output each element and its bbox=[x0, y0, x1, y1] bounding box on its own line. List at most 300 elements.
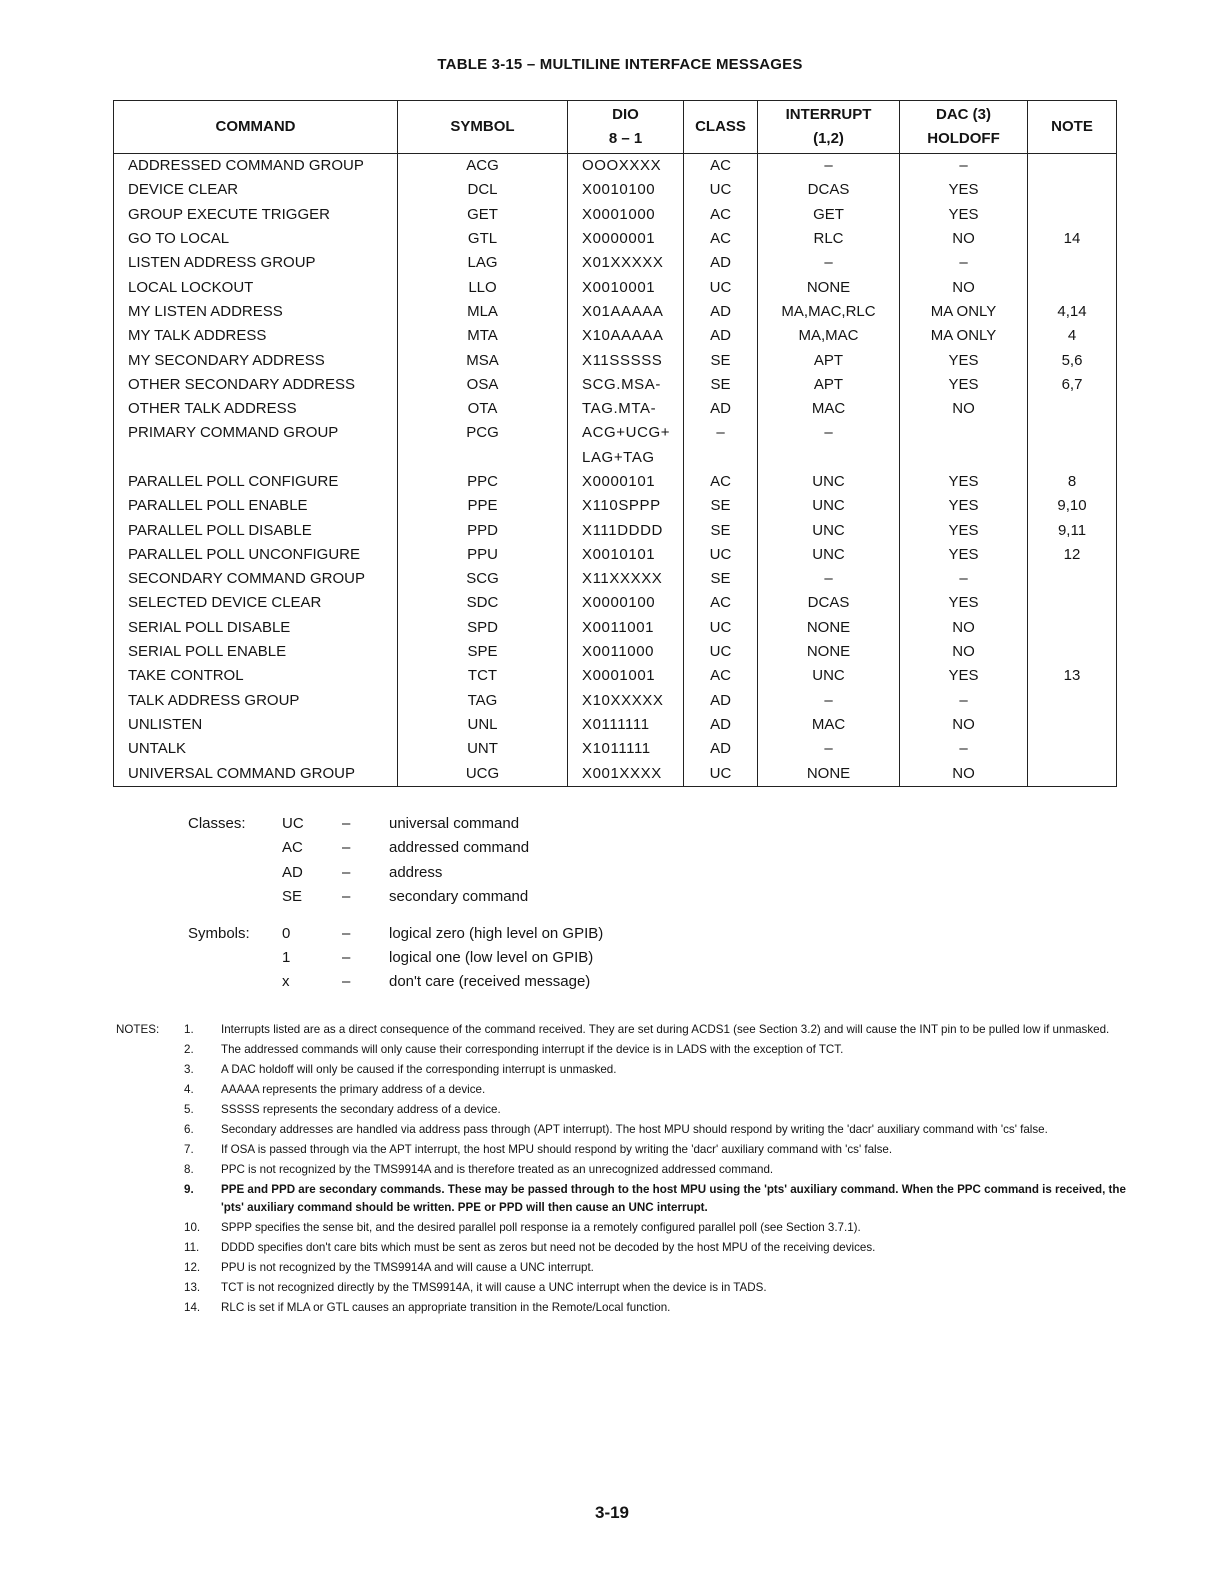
cell-symbol: GET bbox=[398, 203, 568, 227]
cell-class: AC bbox=[684, 203, 758, 227]
cell-interrupt: NONE bbox=[758, 761, 900, 786]
legend-code: AD bbox=[282, 863, 303, 881]
table-row bbox=[114, 640, 1117, 664]
cell-symbol: MLA bbox=[398, 300, 568, 324]
cell-command: LOCAL LOCKOUT bbox=[114, 275, 398, 299]
cell-dio: X1011111 bbox=[568, 737, 684, 761]
cell-dio: X0010101 bbox=[568, 543, 684, 567]
cell-note: 4 bbox=[1028, 324, 1117, 348]
cell-dac: MA ONLY bbox=[900, 300, 1028, 324]
cell-symbol bbox=[398, 446, 568, 470]
legend-symbols bbox=[188, 922, 603, 995]
cell-note bbox=[1028, 203, 1117, 227]
legend-row bbox=[188, 946, 603, 970]
cell-dac: NO bbox=[900, 713, 1028, 737]
cell-dac: MA ONLY bbox=[900, 324, 1028, 348]
table-body bbox=[114, 154, 1117, 787]
legend-label bbox=[188, 885, 282, 909]
note-text: PPE and PPD are secondary commands. These may be passed through to the host MPU using the 'pts' auxiliary command. When the PPC command is received, the 'pts' auxiliary command should be written. PPE or PPD will then cause an UNC interrupt. bbox=[221, 1183, 1126, 1214]
header-dac-line2: HOLDOFF bbox=[927, 130, 1000, 147]
cell-note bbox=[1028, 640, 1117, 664]
cell-interrupt: – bbox=[758, 154, 900, 179]
note-text: PPC is not recognized by the TMS9914A and is therefore treated as an unrecognized addressed command. bbox=[221, 1163, 774, 1176]
table-row bbox=[114, 470, 1117, 494]
cell-class: AD bbox=[684, 713, 758, 737]
cell-note bbox=[1028, 567, 1117, 591]
note-text: Interrupts listed are as a direct consequence of the command received. They are set during ACDS1 (see Section 3.2) and will cause the INT pin to be pulled low if unmasked. bbox=[221, 1023, 1110, 1036]
note-number: 10. bbox=[184, 1221, 201, 1234]
cell-dio: OOOXXXX bbox=[568, 154, 684, 179]
cell-dac: YES bbox=[900, 591, 1028, 615]
cell-command: PARALLEL POLL CONFIGURE bbox=[114, 470, 398, 494]
legend-dash: – bbox=[342, 815, 351, 832]
note-item bbox=[184, 1141, 1126, 1159]
cell-interrupt: MAC bbox=[758, 713, 900, 737]
table-row bbox=[114, 421, 1117, 445]
cell-class bbox=[684, 446, 758, 470]
note-number: 4. bbox=[184, 1083, 194, 1096]
header-class: CLASS bbox=[684, 101, 758, 154]
legend-description: address bbox=[389, 863, 443, 881]
cell-command: GO TO LOCAL bbox=[114, 227, 398, 251]
cell-command: SERIAL POLL ENABLE bbox=[114, 640, 398, 664]
table-row bbox=[114, 300, 1117, 324]
note-text: TCT is not recognized directly by the TMS9914A, it will cause a UNC interrupt when the device is in TADS. bbox=[221, 1281, 767, 1294]
table-row bbox=[114, 397, 1117, 421]
cell-dac: YES bbox=[900, 348, 1028, 372]
cell-dio: X0000001 bbox=[568, 227, 684, 251]
cell-dio: X0011001 bbox=[568, 616, 684, 640]
cell-note: 9,11 bbox=[1028, 518, 1117, 542]
legend-dash: – bbox=[342, 948, 351, 966]
cell-note bbox=[1028, 251, 1117, 275]
header-dio-line1: DIO bbox=[612, 106, 639, 123]
cell-dac: YES bbox=[900, 373, 1028, 397]
cell-interrupt: GET bbox=[758, 203, 900, 227]
cell-dio: ACG+UCG+ bbox=[568, 421, 684, 445]
cell-note bbox=[1028, 397, 1117, 421]
cell-interrupt: – bbox=[758, 421, 900, 445]
cell-symbol: OTA bbox=[398, 397, 568, 421]
cell-command: PARALLEL POLL UNCONFIGURE bbox=[114, 543, 398, 567]
cell-interrupt: NONE bbox=[758, 640, 900, 664]
cell-note bbox=[1028, 178, 1117, 202]
note-item bbox=[184, 1279, 1126, 1297]
cell-interrupt: MA,MAC bbox=[758, 324, 900, 348]
cell-note bbox=[1028, 689, 1117, 713]
cell-class: SE bbox=[684, 348, 758, 372]
cell-interrupt bbox=[758, 446, 900, 470]
cell-symbol: PCG bbox=[398, 421, 568, 445]
cell-dac: YES bbox=[900, 543, 1028, 567]
table-row bbox=[114, 227, 1117, 251]
legend-description: addressed command bbox=[389, 839, 530, 857]
table-row bbox=[114, 713, 1117, 737]
table-row bbox=[114, 275, 1117, 299]
cell-interrupt: – bbox=[758, 689, 900, 713]
cell-class: SE bbox=[684, 567, 758, 591]
cell-symbol: DCL bbox=[398, 178, 568, 202]
legend-dash: – bbox=[342, 888, 351, 906]
cell-class: UC bbox=[684, 761, 758, 786]
page-number: 3-19 bbox=[594, 1503, 630, 1522]
legend-label: Classes: bbox=[188, 815, 246, 832]
cell-note: 12 bbox=[1028, 543, 1117, 567]
cell-dio: X0111111 bbox=[568, 713, 684, 737]
cell-note bbox=[1028, 275, 1117, 299]
cell-class: – bbox=[684, 421, 758, 445]
cell-interrupt: UNC bbox=[758, 543, 900, 567]
note-text: RLC is set if MLA or GTL causes an appropriate transition in the Remote/Local function. bbox=[221, 1301, 671, 1314]
note-number: 8. bbox=[184, 1163, 194, 1176]
cell-command: UNIVERSAL COMMAND GROUP bbox=[114, 761, 398, 786]
cell-dio: X11XXXXX bbox=[568, 567, 684, 591]
note-item bbox=[184, 1239, 1126, 1257]
cell-dac: – bbox=[900, 567, 1028, 591]
cell-dac: YES bbox=[900, 203, 1028, 227]
legend-classes bbox=[188, 812, 603, 910]
note-number: 9. bbox=[184, 1183, 194, 1196]
legend-description: don't care (received message) bbox=[389, 973, 591, 991]
cell-command: PARALLEL POLL DISABLE bbox=[114, 518, 398, 542]
header-note: NOTE bbox=[1028, 101, 1117, 154]
header-interrupt bbox=[758, 101, 900, 154]
table-row bbox=[114, 178, 1117, 202]
note-text: If OSA is passed through via the APT interrupt, the host MPU should respond by writing the 'dacr' auxiliary command with 'cs' false. bbox=[221, 1143, 893, 1156]
table-row bbox=[114, 324, 1117, 348]
table-row bbox=[114, 737, 1117, 761]
cell-dio: TAG.MTA- bbox=[568, 397, 684, 421]
cell-class: UC bbox=[684, 640, 758, 664]
note-item bbox=[184, 1161, 1126, 1179]
cell-symbol: SDC bbox=[398, 591, 568, 615]
cell-interrupt: UNC bbox=[758, 470, 900, 494]
cell-dio: X0010001 bbox=[568, 275, 684, 299]
cell-note: 13 bbox=[1028, 664, 1117, 688]
legend-row bbox=[188, 836, 603, 860]
note-item bbox=[184, 1299, 1126, 1317]
note-item bbox=[184, 1121, 1126, 1139]
cell-class: AC bbox=[684, 154, 758, 179]
cell-dio: X01XXXXX bbox=[568, 251, 684, 275]
table-row bbox=[114, 348, 1117, 372]
cell-note bbox=[1028, 616, 1117, 640]
legend-row bbox=[188, 922, 603, 946]
cell-class: AC bbox=[684, 470, 758, 494]
cell-note: 4,14 bbox=[1028, 300, 1117, 324]
legend-row bbox=[188, 812, 603, 836]
table-row bbox=[114, 251, 1117, 275]
cell-class: UC bbox=[684, 616, 758, 640]
cell-symbol: ACG bbox=[398, 154, 568, 179]
header-symbol: SYMBOL bbox=[398, 101, 568, 154]
cell-note bbox=[1028, 421, 1117, 445]
cell-dac: YES bbox=[900, 494, 1028, 518]
table-row bbox=[114, 616, 1117, 640]
cell-dac: YES bbox=[900, 470, 1028, 494]
table-row bbox=[114, 446, 1117, 470]
note-number: 13. bbox=[184, 1281, 201, 1294]
note-item bbox=[184, 1101, 1126, 1119]
cell-note bbox=[1028, 761, 1117, 786]
cell-command: SERIAL POLL DISABLE bbox=[114, 616, 398, 640]
cell-dio: X11SSSSS bbox=[568, 348, 684, 372]
cell-note bbox=[1028, 154, 1117, 179]
table-row bbox=[114, 494, 1117, 518]
note-number: 1. bbox=[184, 1023, 194, 1036]
cell-symbol: SPD bbox=[398, 616, 568, 640]
cell-symbol: PPE bbox=[398, 494, 568, 518]
cell-note: 9,10 bbox=[1028, 494, 1117, 518]
cell-class: AD bbox=[684, 737, 758, 761]
note-number: 3. bbox=[184, 1063, 194, 1076]
cell-command: OTHER SECONDARY ADDRESS bbox=[114, 373, 398, 397]
cell-interrupt: DCAS bbox=[758, 591, 900, 615]
cell-command: DEVICE CLEAR bbox=[114, 178, 398, 202]
note-text: AAAAA represents the primary address of a device. bbox=[221, 1083, 486, 1096]
cell-dac bbox=[900, 421, 1028, 445]
cell-dio: X111DDDD bbox=[568, 518, 684, 542]
cell-class: SE bbox=[684, 494, 758, 518]
legend-description: logical zero (high level on GPIB) bbox=[389, 924, 604, 942]
cell-command: UNLISTEN bbox=[114, 713, 398, 737]
legend-code: UC bbox=[282, 815, 304, 832]
cell-class: AD bbox=[684, 324, 758, 348]
legend-row bbox=[188, 885, 603, 909]
cell-note bbox=[1028, 591, 1117, 615]
cell-dac: – bbox=[900, 689, 1028, 713]
cell-note: 6,7 bbox=[1028, 373, 1117, 397]
cell-dio: X0010100 bbox=[568, 178, 684, 202]
cell-symbol: UCG bbox=[398, 761, 568, 786]
cell-dac: YES bbox=[900, 518, 1028, 542]
cell-interrupt: MAC bbox=[758, 397, 900, 421]
note-text: SSSSS represents the secondary address of a device. bbox=[221, 1103, 501, 1116]
header-dac bbox=[900, 101, 1028, 154]
cell-command: UNTALK bbox=[114, 737, 398, 761]
cell-symbol: TAG bbox=[398, 689, 568, 713]
cell-dac bbox=[900, 446, 1028, 470]
cell-dio: X0000100 bbox=[568, 591, 684, 615]
legend-code: 0 bbox=[282, 924, 291, 942]
cell-symbol: LAG bbox=[398, 251, 568, 275]
note-item bbox=[184, 1021, 1126, 1039]
cell-command bbox=[114, 446, 398, 470]
legend-row bbox=[188, 970, 603, 994]
cell-dio: X0001001 bbox=[568, 664, 684, 688]
table-row bbox=[114, 373, 1117, 397]
cell-dac: NO bbox=[900, 616, 1028, 640]
header-command: COMMAND bbox=[114, 101, 398, 154]
cell-symbol: OSA bbox=[398, 373, 568, 397]
cell-command: OTHER TALK ADDRESS bbox=[114, 397, 398, 421]
cell-interrupt: DCAS bbox=[758, 178, 900, 202]
cell-dio: X10XXXXX bbox=[568, 689, 684, 713]
note-text: DDDD specifies don't care bits which must be sent as zeros but need not be decoded by the host MPU of the receiving devices. bbox=[221, 1241, 876, 1254]
header-dac-line1: DAC (3) bbox=[936, 106, 991, 123]
cell-note: 5,6 bbox=[1028, 348, 1117, 372]
cell-dac: YES bbox=[900, 178, 1028, 202]
cell-class: UC bbox=[684, 178, 758, 202]
notes-list bbox=[116, 1021, 1126, 1317]
cell-dio: X0001000 bbox=[568, 203, 684, 227]
cell-interrupt: UNC bbox=[758, 494, 900, 518]
cell-command: GROUP EXECUTE TRIGGER bbox=[114, 203, 398, 227]
header-interrupt-line2: (1,2) bbox=[813, 130, 844, 147]
cell-symbol: UNL bbox=[398, 713, 568, 737]
cell-command: SELECTED DEVICE CLEAR bbox=[114, 591, 398, 615]
legend-label bbox=[188, 970, 282, 994]
legend-dash: – bbox=[342, 839, 351, 857]
header-interrupt-line1: INTERRUPT bbox=[785, 106, 872, 123]
cell-symbol: PPC bbox=[398, 470, 568, 494]
cell-dac: – bbox=[900, 154, 1028, 179]
cell-note bbox=[1028, 737, 1117, 761]
cell-command: LISTEN ADDRESS GROUP bbox=[114, 251, 398, 275]
cell-note bbox=[1028, 446, 1117, 470]
table-row bbox=[114, 203, 1117, 227]
cell-interrupt: RLC bbox=[758, 227, 900, 251]
legend-label bbox=[188, 861, 282, 885]
note-number: 6. bbox=[184, 1123, 194, 1136]
cell-class: AC bbox=[684, 227, 758, 251]
cell-note: 8 bbox=[1028, 470, 1117, 494]
note-item bbox=[184, 1181, 1126, 1217]
cell-class: SE bbox=[684, 373, 758, 397]
cell-interrupt: NONE bbox=[758, 616, 900, 640]
cell-symbol: UNT bbox=[398, 737, 568, 761]
note-text: PPU is not recognized by the TMS9914A and will cause a UNC interrupt. bbox=[221, 1261, 594, 1274]
cell-interrupt: – bbox=[758, 251, 900, 275]
cell-symbol: PPU bbox=[398, 543, 568, 567]
notes-section bbox=[116, 1021, 1126, 1317]
cell-symbol: GTL bbox=[398, 227, 568, 251]
cell-command: SECONDARY COMMAND GROUP bbox=[114, 567, 398, 591]
note-text: The addressed commands will only cause their corresponding interrupt if the device is in LADS with the exception of TCT. bbox=[221, 1043, 844, 1056]
table-row bbox=[114, 543, 1117, 567]
cell-interrupt: APT bbox=[758, 348, 900, 372]
cell-symbol: SPE bbox=[398, 640, 568, 664]
table-row bbox=[114, 689, 1117, 713]
legend-dash: – bbox=[342, 924, 351, 942]
note-item bbox=[184, 1061, 1126, 1079]
note-number: 7. bbox=[184, 1143, 194, 1156]
cell-symbol: MTA bbox=[398, 324, 568, 348]
multiline-messages-table bbox=[113, 100, 1117, 787]
cell-command: PRIMARY COMMAND GROUP bbox=[114, 421, 398, 445]
note-item bbox=[184, 1259, 1126, 1277]
cell-dac: NO bbox=[900, 761, 1028, 786]
note-number: 2. bbox=[184, 1043, 194, 1056]
cell-symbol: SCG bbox=[398, 567, 568, 591]
cell-symbol: PPD bbox=[398, 518, 568, 542]
cell-dio: X110SPPP bbox=[568, 494, 684, 518]
legend-code: x bbox=[282, 973, 290, 991]
table-row bbox=[114, 518, 1117, 542]
cell-symbol: LLO bbox=[398, 275, 568, 299]
legend-label bbox=[188, 836, 282, 860]
cell-dac: YES bbox=[900, 664, 1028, 688]
cell-dac: NO bbox=[900, 640, 1028, 664]
note-text: A DAC holdoff will only be caused if the corresponding interrupt is unmasked. bbox=[221, 1063, 617, 1076]
cell-command: TAKE CONTROL bbox=[114, 664, 398, 688]
cell-class: AC bbox=[684, 591, 758, 615]
legend-code: AC bbox=[282, 839, 303, 857]
legend-description: secondary command bbox=[389, 888, 529, 906]
header-dio-line2: 8 – 1 bbox=[608, 130, 643, 147]
note-text: Secondary addresses are handled via address pass through (APT interrupt). The host MPU should respond by writing the 'dacr' auxiliary command with 'cs' false. bbox=[221, 1123, 1048, 1136]
table-title: TABLE 3-15 – MULTILINE INTERFACE MESSAGES bbox=[437, 56, 803, 73]
cell-dio: LAG+TAG bbox=[568, 446, 684, 470]
note-number: 11. bbox=[184, 1241, 200, 1254]
note-number: 12. bbox=[184, 1261, 201, 1274]
cell-dac: NO bbox=[900, 275, 1028, 299]
table-row bbox=[114, 591, 1117, 615]
legend-description: logical one (low level on GPIB) bbox=[389, 948, 594, 966]
table-row bbox=[114, 664, 1117, 688]
legend-label: Symbols: bbox=[188, 924, 250, 942]
cell-class: UC bbox=[684, 543, 758, 567]
cell-dio: X0011000 bbox=[568, 640, 684, 664]
cell-class: AD bbox=[684, 397, 758, 421]
cell-interrupt: MA,MAC,RLC bbox=[758, 300, 900, 324]
cell-command: PARALLEL POLL ENABLE bbox=[114, 494, 398, 518]
legend bbox=[188, 812, 603, 995]
cell-interrupt: UNC bbox=[758, 518, 900, 542]
cell-interrupt: – bbox=[758, 567, 900, 591]
cell-dac: – bbox=[900, 251, 1028, 275]
cell-class: AD bbox=[684, 300, 758, 324]
table-row bbox=[114, 567, 1117, 591]
cell-command: ADDRESSED COMMAND GROUP bbox=[114, 154, 398, 179]
legend-dash: – bbox=[342, 863, 351, 881]
header-dio bbox=[568, 101, 684, 154]
table-header-row bbox=[114, 101, 1117, 154]
cell-interrupt: – bbox=[758, 737, 900, 761]
note-number: 5. bbox=[184, 1103, 194, 1116]
note-item bbox=[184, 1041, 1126, 1059]
cell-class: UC bbox=[684, 275, 758, 299]
cell-class: SE bbox=[684, 518, 758, 542]
cell-note bbox=[1028, 713, 1117, 737]
cell-command: MY LISTEN ADDRESS bbox=[114, 300, 398, 324]
legend-label bbox=[188, 946, 282, 970]
cell-dio: X0000101 bbox=[568, 470, 684, 494]
legend-code: 1 bbox=[282, 948, 291, 966]
cell-dio: X10AAAAA bbox=[568, 324, 684, 348]
legend-row bbox=[188, 861, 603, 885]
cell-command: TALK ADDRESS GROUP bbox=[114, 689, 398, 713]
cell-dio: X001XXXX bbox=[568, 761, 684, 786]
legend-code: SE bbox=[282, 888, 303, 906]
cell-interrupt: UNC bbox=[758, 664, 900, 688]
table-row bbox=[114, 154, 1117, 179]
note-text: SPPP specifies the sense bit, and the desired parallel poll response ia a remotely configured parallel poll (see Section 3.7.1). bbox=[221, 1221, 861, 1234]
cell-dac: – bbox=[900, 737, 1028, 761]
cell-dac: NO bbox=[900, 397, 1028, 421]
cell-class: AC bbox=[684, 664, 758, 688]
cell-dac: NO bbox=[900, 227, 1028, 251]
cell-symbol: TCT bbox=[398, 664, 568, 688]
legend-dash: – bbox=[342, 973, 351, 991]
note-item bbox=[184, 1219, 1126, 1237]
cell-symbol: MSA bbox=[398, 348, 568, 372]
note-item bbox=[184, 1081, 1126, 1099]
cell-class: AD bbox=[684, 689, 758, 713]
note-number: 14. bbox=[184, 1301, 201, 1314]
notes-label: NOTES: bbox=[116, 1023, 160, 1036]
legend-description: universal command bbox=[389, 815, 520, 832]
